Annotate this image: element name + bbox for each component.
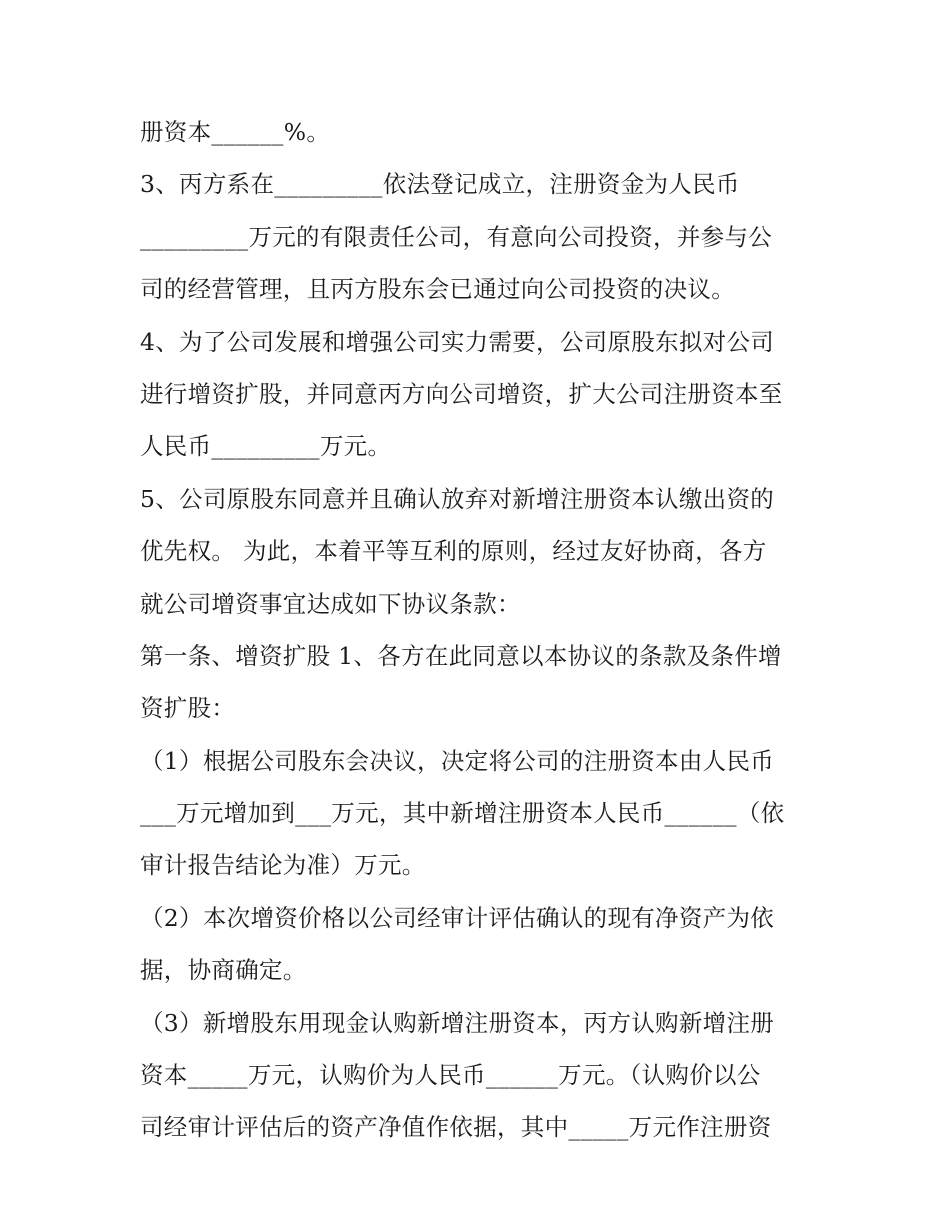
text-line: ___万元增加到___万元，其中新增注册资本人民币______（依 (140, 799, 785, 828)
text-line: （2）本次增资价格以公司经审计评估确认的现有净资产为依 (140, 903, 775, 932)
text-line: 资本_____万元，认购价为人民币______万元。（认购价以公 (140, 1061, 761, 1090)
text-line: 资扩股： (140, 694, 236, 723)
text-line: 就公司增资事宜达成如下协议条款： (140, 589, 521, 618)
text-line: （3）新增股东用现金认购新增注册资本，丙方认购新增注册 (140, 1008, 775, 1037)
text-line: 司经审计评估后的资产净值作依据，其中_____万元作注册资 (140, 1113, 772, 1142)
text-line: _________万元的有限责任公司，有意向公司投资，并参与公 (140, 222, 773, 251)
text-line: 3、丙方系在_________依法登记成立，注册资金为人民币 (140, 170, 740, 199)
text-line: 司的经营管理，且丙方股东会已通过向公司投资的决议。 (140, 275, 735, 304)
text-line: 5、公司原股东同意并且确认放弃对新增注册资本认缴出资的 (140, 484, 775, 513)
text-line: 审计报告结论为准）万元。 (140, 851, 426, 880)
text-line: 优先权。 为此，本着平等互利的原则，经过友好协商，各方 (140, 537, 767, 566)
text-line: 4、为了公司发展和增强公司实力需要，公司原股东拟对公司 (140, 327, 775, 356)
text-line: 据，协商确定。 (140, 956, 307, 985)
document-body (140, 106, 820, 1154)
text-line: （1）根据公司股东会决议，决定将公司的注册资本由人民币 (140, 746, 775, 775)
text-line: 册资本______%。 (140, 118, 331, 146)
text-line: 人民币_________万元。 (140, 432, 392, 461)
text-line: 第一条、增资扩股 1、各方在此同意以本协议的条款及条件增 (140, 641, 782, 670)
text-line: 进行增资扩股，并同意丙方向公司增资，扩大公司注册资本至 (140, 379, 783, 408)
